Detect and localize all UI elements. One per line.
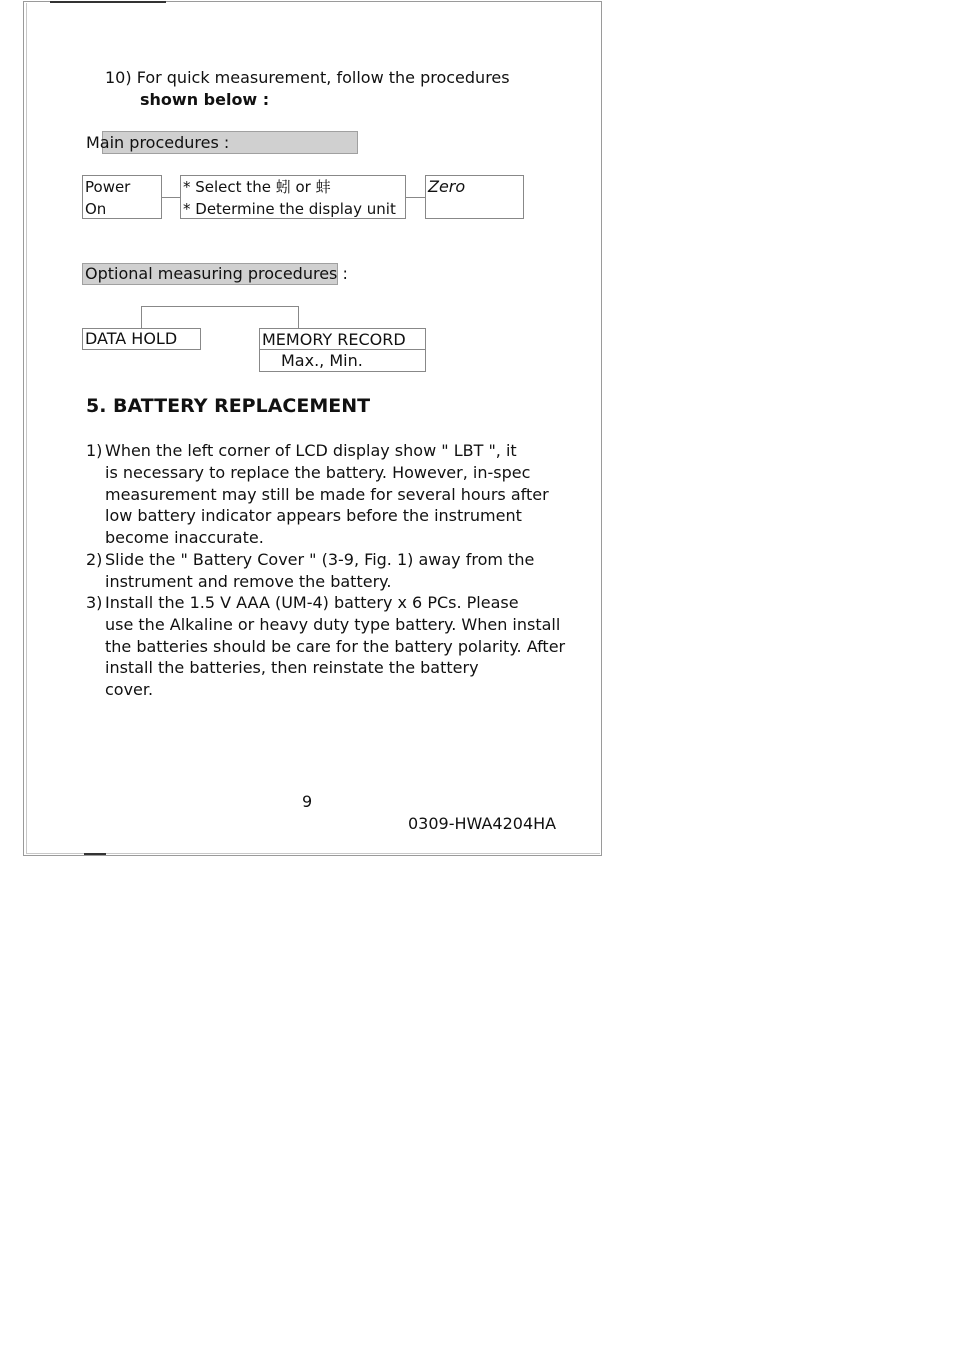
box-zero <box>425 175 524 219</box>
frame-mark-bottom <box>84 853 106 855</box>
memory-divider <box>259 349 426 350</box>
optional-procedures-label: Optional measuring procedures : <box>85 264 348 283</box>
frame-mark-top <box>50 1 166 3</box>
list-item-3-num: 3) <box>86 593 103 612</box>
box-select-line1: * Select the 蚓 or 蚌 <box>183 178 331 196</box>
list-item-1-num: 1) <box>86 441 103 460</box>
doc-code: 0309-HWA4204HA <box>408 814 557 833</box>
connector-select-zero <box>406 197 425 198</box>
connector-power-select <box>162 197 180 198</box>
box-power-on <box>82 175 162 219</box>
box-select-unit <box>180 175 406 219</box>
box-power-line2: On <box>85 200 107 218</box>
box-select-line2: * Determine the display unit <box>183 200 396 218</box>
connector-bracket-right <box>298 306 299 328</box>
list-item-2-text: Slide the " Battery Cover " (3-9, Fig. 1) away from the instrument and remove the battery. <box>105 550 535 591</box>
box-power-line1: Power <box>85 178 131 196</box>
section-heading: 5. BATTERY REPLACEMENT <box>86 395 371 417</box>
list-item-3-text: Install the 1.5 V AAA (UM-4) battery x 6 PCs. Please use the Alkaline or heavy duty type battery. When install the batteries should be care for the battery polarity. After install the batteries, then reinstate the battery cover. <box>105 593 566 700</box>
box-data-hold-label: DATA HOLD <box>85 329 178 348</box>
connector-bracket-left <box>141 306 142 328</box>
main-procedures-label: Main procedures : <box>86 133 230 152</box>
list-item-2-num: 2) <box>86 550 103 569</box>
list-item-1-text: When the left corner of LCD display show " LBT ", it is necessary to replace the battery. However, in-spec measurement may still be made for several hours after low battery indicator appears before the instrument become inaccurate. <box>105 441 549 548</box>
page-number: 9 <box>302 792 313 811</box>
connector-bracket-top <box>141 306 299 307</box>
box-memory-line1: MEMORY RECORD <box>262 330 406 349</box>
box-memory-record <box>259 328 426 372</box>
step10-line1: 10) For quick measurement, follow the procedures <box>105 68 510 87</box>
box-zero-label: Zero <box>428 177 466 196</box>
box-data-hold <box>82 328 201 350</box>
step10-line2: shown below : <box>140 90 270 109</box>
box-memory-line2: Max., Min. <box>281 351 363 370</box>
